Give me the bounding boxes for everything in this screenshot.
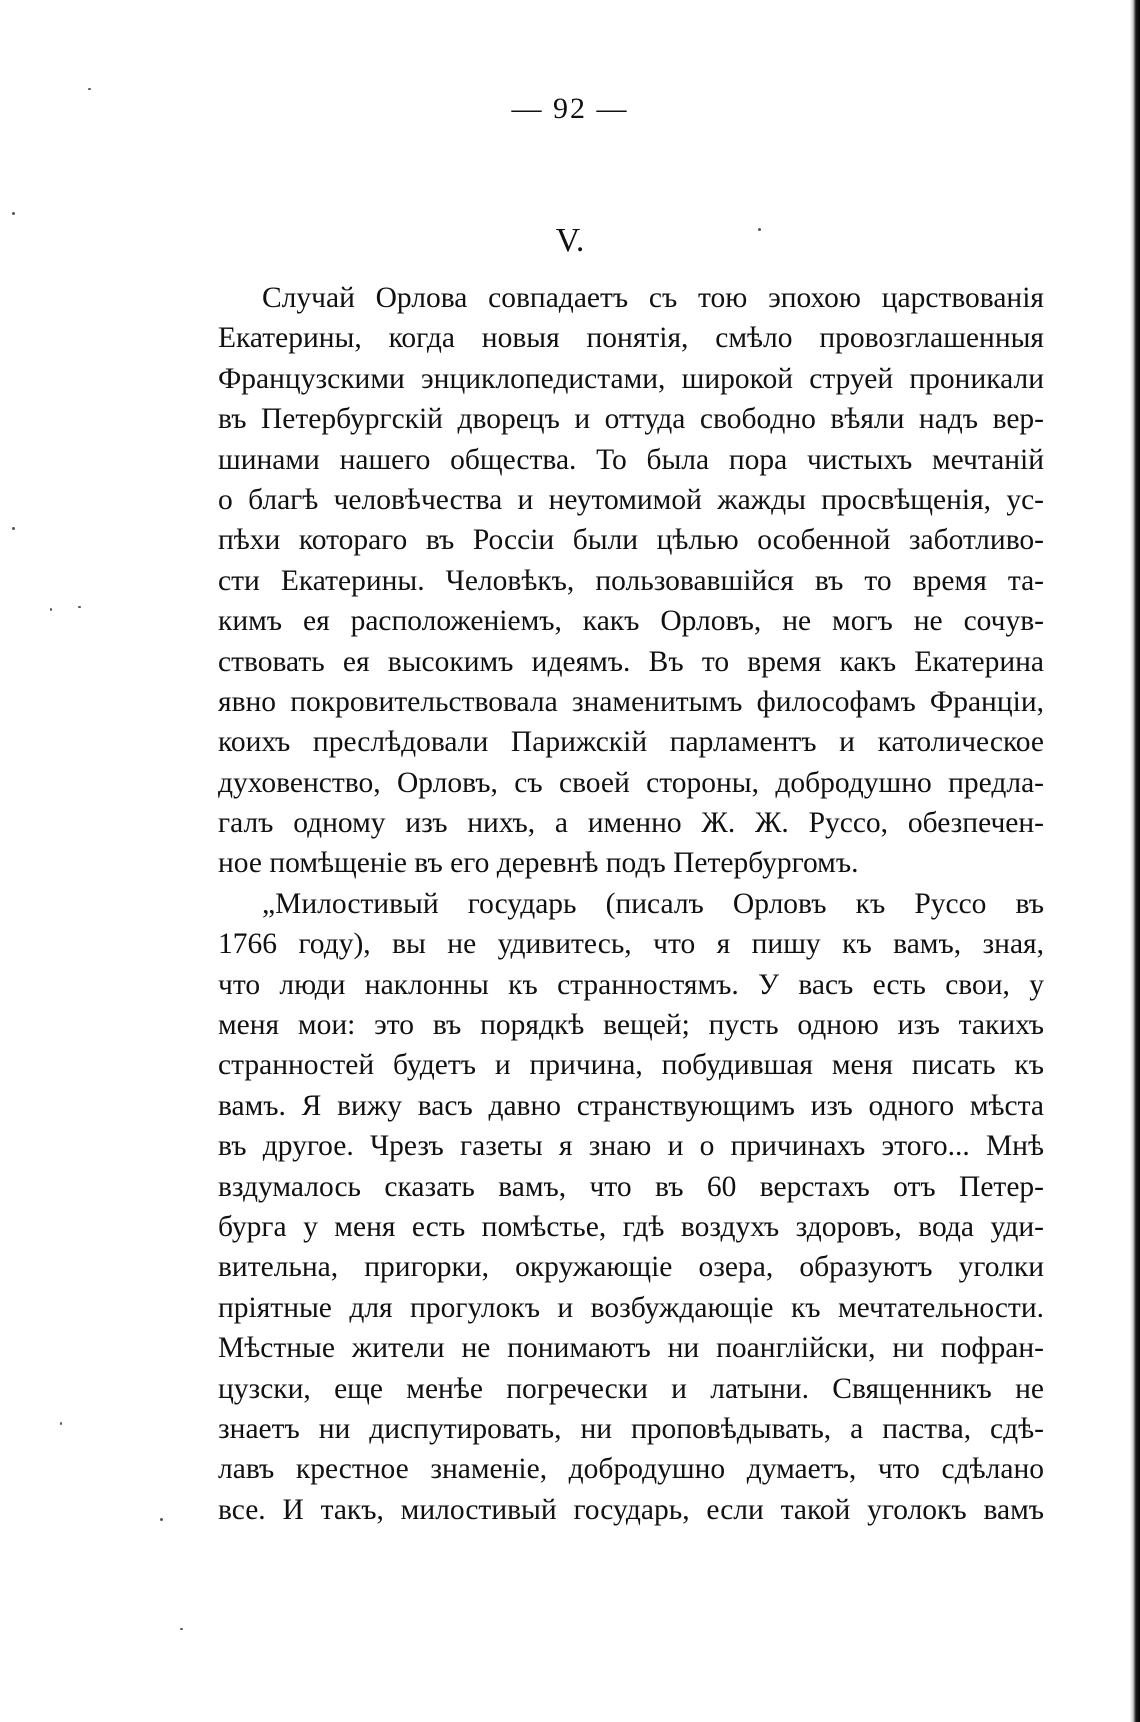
text-line: все. И такъ, милостивый государь, если такой уголокъ вамъ [218, 1493, 1044, 1526]
text-line: въ Петербургскій дворецъ и оттуда свободно вѣяли надъ вер- [218, 403, 1044, 436]
page-number: — 92 — [511, 92, 629, 125]
text-line: явно покровительствовала знаменитымъ философамъ Франціи, [218, 685, 1044, 718]
scan-speck [50, 608, 52, 611]
text-line: въ другое. Чрезъ газеты я знаю и о причинахъ этого... Мнѣ [218, 1130, 1044, 1163]
body-text [218, 278, 1044, 1530]
text-line: ствовать ея высокимъ идеямъ. Въ то время какъ Екатерина [218, 645, 1044, 678]
text-line: духовенство, Орловъ, съ своей стороны, добродушно предла- [218, 766, 1044, 799]
text-line: что люди наклонны къ странностямъ. У васъ есть свои, у [218, 968, 1044, 1001]
text-line: цузски, еще менѣе погречески и латыни. Священникъ не [218, 1372, 1044, 1405]
text-line: сти Екатерины. Человѣкъ, пользовавшійся въ то время та- [218, 564, 1044, 597]
text-line: галъ одному изъ нихъ, а именно Ж. Ж. Руссо, обезпечен- [218, 807, 1044, 840]
paragraph-2 [218, 884, 1044, 1530]
paragraph-1 [218, 278, 1044, 884]
text-line: пѣхи котораго въ Россіи были цѣлью особенной заботливо- [218, 524, 1044, 557]
text-line: знаетъ ни диспутировать, ни проповѣдывать, а паства, сдѣ- [218, 1412, 1044, 1445]
scan-speck [78, 606, 81, 608]
scan-speck [60, 1422, 62, 1425]
text-line: лавъ крестное знаменіе, добродушно думаетъ, что сдѣлано [218, 1453, 1044, 1486]
text-line: странностей будетъ и причина, побудившая меня писать къ [218, 1049, 1044, 1082]
text-line: вздумалось сказать вамъ, что въ 60 верстахъ отъ Петер- [218, 1170, 1044, 1203]
text-line: вамъ. Я вижу васъ давно странствующимъ изъ одного мѣста [218, 1089, 1044, 1122]
text-line: шинами нашего общества. То была пора чистыхъ мечтаній [218, 443, 1044, 476]
text-line: о благѣ человѣчества и неутомимой жажды просвѣщенія, ус- [218, 483, 1044, 516]
scan-speck [12, 527, 15, 530]
text-line: ное помѣщеніе въ его деревнѣ подъ Петербургомъ. [218, 847, 859, 880]
text-line: Екатерины, когда новыя понятія, смѣло провозглашенныя [218, 322, 1044, 355]
scan-speck [12, 212, 15, 215]
text-line: пріятные для прогулокъ и возбуждающіе къ мечтательности. [218, 1291, 1044, 1324]
text-line: вительна, пригорки, окружающіе озера, образуютъ уголки [218, 1251, 1044, 1284]
text-line: бурга у меня есть помѣстье, гдѣ воздухъ здоровъ, вода уди- [218, 1210, 1044, 1243]
scan-speck [758, 228, 761, 231]
text-line: „Милостивый государь (писалъ Орловъ къ Руссо въ [262, 887, 1044, 920]
scan-speck [160, 1518, 163, 1521]
scan-speck [88, 88, 91, 90]
text-line: меня мои: это въ порядкѣ вещей; пусть одною изъ такихъ [218, 1009, 1044, 1042]
text-line: коихъ преслѣдовали Парижскій парламентъ и католическое [218, 726, 1044, 759]
text-line: кимъ ея расположеніемъ, какъ Орловъ, не могъ не сочув- [218, 605, 1044, 638]
text-line: Мѣстные жители не понимаютъ ни поанглійски, ни пофран- [218, 1332, 1044, 1365]
text-line: Французскими энциклопедистами, широкой струей проникали [218, 362, 1044, 395]
scan-speck [180, 1628, 183, 1630]
chapter-heading: V. [555, 222, 585, 259]
text-line: Случай Орлова совпадаетъ съ тою эпохою царствованія [262, 282, 1044, 314]
text-line: 1766 году), вы не удивитесь, что я пишу къ вамъ, зная, [218, 928, 1044, 961]
